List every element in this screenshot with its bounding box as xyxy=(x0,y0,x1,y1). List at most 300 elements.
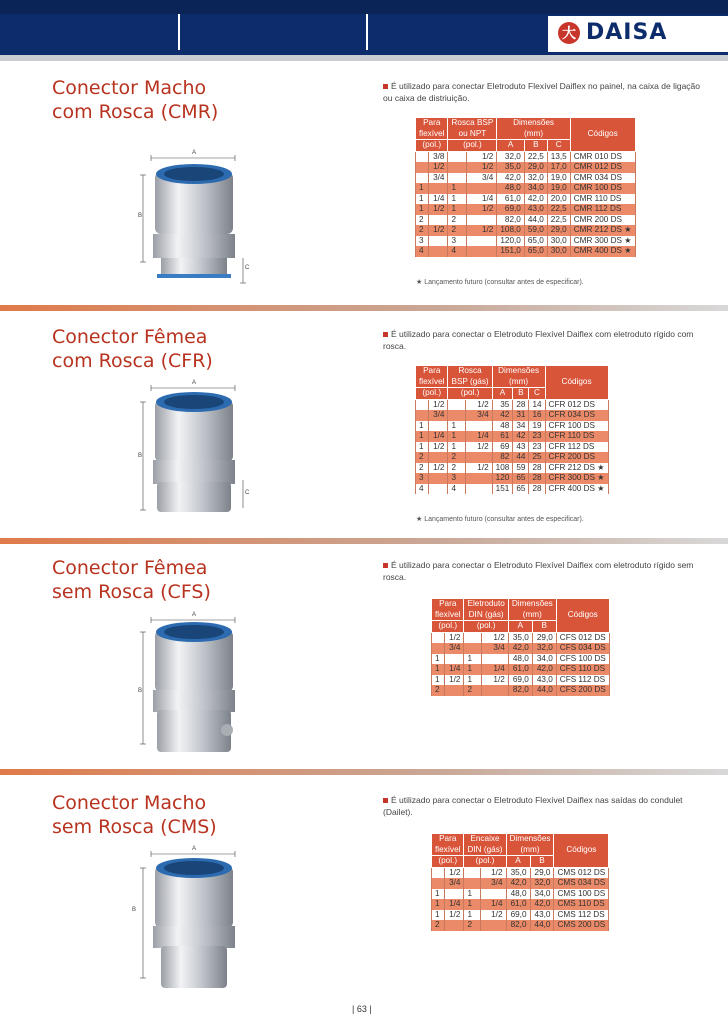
table-cell xyxy=(465,452,492,463)
table-cell xyxy=(465,484,492,495)
col-header-group: Dimensões (mm) xyxy=(506,834,554,856)
table-cell: 1 xyxy=(448,421,465,432)
table-cell: CMS 012 DS xyxy=(554,867,609,878)
table-cell xyxy=(428,236,448,247)
table-cell: 3 xyxy=(448,236,467,247)
table-cell: 2 xyxy=(448,463,465,474)
table-cell: 3 xyxy=(448,473,465,484)
table-cell: 3 xyxy=(416,473,429,484)
table-cell: 34 xyxy=(513,421,529,432)
table-cell: 22,5 xyxy=(547,204,570,215)
table-cell: CMS 034 DS xyxy=(554,878,609,889)
table-cell: 35,0 xyxy=(506,867,530,878)
table-cell: CFR 012 DS xyxy=(545,399,608,410)
table-cell: CFR 034 DS xyxy=(545,410,608,421)
table-row xyxy=(432,878,609,889)
table-cell: 3/4 xyxy=(428,410,448,421)
dim-label: B xyxy=(138,688,143,694)
table-cell: 1/2 xyxy=(428,204,448,215)
table-cell: 1 xyxy=(416,431,429,442)
dim-label: A xyxy=(192,846,197,852)
logo-mark-icon: 大 xyxy=(558,22,580,44)
col-header: Eletroduto DIN (gás) xyxy=(464,599,508,621)
table-cell xyxy=(448,173,467,184)
table-cell: 23 xyxy=(529,442,545,453)
table-cell: 1/2 xyxy=(480,910,506,921)
table-cell xyxy=(432,878,445,889)
col-header-group: Dimensões (mm) xyxy=(497,118,570,140)
table-cell: 1/2 xyxy=(428,399,448,410)
table-cell: 35,0 xyxy=(508,632,532,643)
table-cell: 1/2 xyxy=(428,162,448,173)
col-header: Para flexível xyxy=(432,834,464,856)
table-cell xyxy=(448,162,467,173)
table-row xyxy=(432,899,609,910)
table-cell: 3/4 xyxy=(481,643,508,654)
table-cell xyxy=(432,632,445,643)
header-gray-divider xyxy=(0,55,728,61)
table-row xyxy=(432,920,609,931)
title-line: Conector Macho xyxy=(52,77,207,99)
cms-connector-image xyxy=(135,846,255,994)
table-cell: 2 xyxy=(448,215,467,226)
table-cell xyxy=(416,410,429,421)
dim-label: B xyxy=(138,213,143,219)
table-row xyxy=(416,484,609,495)
table-cell: 32,0 xyxy=(524,173,547,184)
table-cell: 61,0 xyxy=(508,664,532,675)
table-cell: 34,0 xyxy=(524,183,547,194)
footnote: ★ Lançamento futuro (consultar antes de especificar). xyxy=(416,279,584,286)
table-cell: 1 xyxy=(464,899,480,910)
cfs-connector-image xyxy=(135,612,255,757)
title-line: com Rosca (CMR) xyxy=(52,101,219,123)
table-cell: 48,0 xyxy=(508,654,532,665)
col-header-unit: (pol.) xyxy=(448,140,497,152)
table-cell xyxy=(428,183,448,194)
table-cell: CMR 112 DS xyxy=(570,204,635,215)
table-cell: 1 xyxy=(416,194,429,205)
spec-table xyxy=(415,365,609,494)
table-row xyxy=(416,473,609,484)
table-cell xyxy=(428,421,448,432)
table-cell: 32,0 xyxy=(530,878,554,889)
table-cell: 1/4 xyxy=(481,664,508,675)
table-cell: 1 xyxy=(448,183,467,194)
table-row xyxy=(416,183,636,194)
table-cell: 120 xyxy=(492,473,513,484)
table-cell: 42,0 xyxy=(508,643,532,654)
table-cell xyxy=(444,920,464,931)
table-cell xyxy=(444,685,464,696)
col-header: Para flexível xyxy=(432,599,464,621)
table-cell xyxy=(480,889,506,900)
table-cell: 1/4 xyxy=(465,431,492,442)
table-cell: 28 xyxy=(529,463,545,474)
table-cell: 29,0 xyxy=(530,867,554,878)
table-cell: 1 xyxy=(464,675,481,686)
table-cell: 35,0 xyxy=(497,162,525,173)
table-cell: 82,0 xyxy=(508,685,532,696)
table-cell: 82,0 xyxy=(506,920,530,931)
table-cell: 3/8 xyxy=(428,151,448,162)
table-row xyxy=(432,675,610,686)
table-cell: 61,0 xyxy=(497,194,525,205)
dim-label: B xyxy=(138,453,143,459)
dim-label: C xyxy=(245,265,250,271)
table-cell: 3/4 xyxy=(465,410,492,421)
table-cell: 1/2 xyxy=(444,867,464,878)
table-cell: 31 xyxy=(513,410,529,421)
table-cell xyxy=(444,889,464,900)
table-row xyxy=(416,452,609,463)
title-line: Conector Fêmea xyxy=(52,326,208,348)
table-row xyxy=(432,867,609,878)
table-cell: CMR 110 DS xyxy=(570,194,635,205)
table-cell: CMR 100 DS xyxy=(570,183,635,194)
table-row xyxy=(416,173,636,184)
table-cell: CFR 200 DS xyxy=(545,452,608,463)
col-header-unit: (pol.) xyxy=(448,388,492,400)
table-cell: 1/2 xyxy=(465,442,492,453)
description-text: É utilizado para conectar o Eletroduto Flexível Daiflex com eletroduto rígido sem rosca. xyxy=(383,560,694,582)
table-cell: 1/2 xyxy=(467,162,497,173)
col-header: A xyxy=(492,388,513,400)
header-cell-1 xyxy=(0,14,180,50)
table-cell: 1 xyxy=(432,899,445,910)
table-cell: CFS 112 DS xyxy=(556,675,609,686)
table-cell xyxy=(464,878,480,889)
table-row xyxy=(416,236,636,247)
table-cell: 48,0 xyxy=(506,889,530,900)
table-cell: 29,0 xyxy=(547,225,570,236)
table-cell xyxy=(416,399,429,410)
col-header: Códigos xyxy=(570,118,635,152)
col-header: Códigos xyxy=(545,366,608,400)
table-cell: 69,0 xyxy=(508,675,532,686)
footnote: ★ Lançamento futuro (consultar antes de especificar). xyxy=(416,516,584,523)
table-cell xyxy=(465,473,492,484)
title-line: Conector Macho xyxy=(52,792,207,814)
table-row xyxy=(432,685,610,696)
bullet-square-icon xyxy=(383,563,388,568)
table-cell: 65 xyxy=(513,473,529,484)
header-cell-2 xyxy=(182,14,368,50)
spec-table xyxy=(415,117,636,257)
table-cell: 59 xyxy=(513,463,529,474)
table-cell: 28 xyxy=(513,399,529,410)
table-row xyxy=(416,246,636,257)
bullet-square-icon xyxy=(383,798,388,803)
table-cell: 1 xyxy=(432,675,445,686)
table-row xyxy=(416,204,636,215)
table-cell: 43,0 xyxy=(530,910,554,921)
table-cell: 48,0 xyxy=(497,183,525,194)
table-cell xyxy=(467,236,497,247)
table-cell xyxy=(428,215,448,226)
table-cell: 2 xyxy=(432,685,445,696)
table-cell: CMS 110 DS xyxy=(554,899,609,910)
table-cell: 1/2 xyxy=(467,225,497,236)
table-cell: 1 xyxy=(432,664,445,675)
table-row xyxy=(416,162,636,173)
col-header: Códigos xyxy=(556,599,609,633)
col-header-group: Dimensões (mm) xyxy=(508,599,556,621)
cmr-connector-image xyxy=(135,150,255,290)
table-cell: 1/2 xyxy=(467,151,497,162)
col-header: B xyxy=(530,856,554,868)
description-text: É utilizado para conectar o Eletroduto Flexível Daiflex nas saídas do condulet (Dailet). xyxy=(383,795,683,817)
table-row xyxy=(416,442,609,453)
table-cell: 108,0 xyxy=(497,225,525,236)
table-cell: 32,0 xyxy=(532,643,556,654)
table-cell: CFS 100 DS xyxy=(556,654,609,665)
table-cell: CFR 400 DS ★ xyxy=(545,484,608,495)
table-cell: 1 xyxy=(448,204,467,215)
table-cell: 1/4 xyxy=(428,431,448,442)
table-cell: 1 xyxy=(448,431,465,442)
description xyxy=(383,328,703,352)
section-divider xyxy=(0,305,728,311)
table-cell: 32,0 xyxy=(497,151,525,162)
col-header: Códigos xyxy=(554,834,609,868)
table-row xyxy=(432,632,610,643)
table-cell: 42,0 xyxy=(532,664,556,675)
table-row xyxy=(432,654,610,665)
col-header: A xyxy=(497,140,525,152)
table-cell: 1/2 xyxy=(444,632,464,643)
section-title xyxy=(52,556,211,604)
table-cell: 42,0 xyxy=(530,899,554,910)
dim-label: A xyxy=(192,150,197,156)
section-divider xyxy=(0,538,728,544)
table-cell: 42,0 xyxy=(497,173,525,184)
table-cell: 2 xyxy=(416,452,429,463)
table-cell: CFR 100 DS xyxy=(545,421,608,432)
table-cell: 19 xyxy=(529,421,545,432)
table-cell xyxy=(464,632,481,643)
table-cell: 1 xyxy=(448,194,467,205)
table-cell: 34,0 xyxy=(532,654,556,665)
table-row xyxy=(416,431,609,442)
table-cell: 44,0 xyxy=(532,685,556,696)
table-cell xyxy=(464,643,481,654)
table-cell xyxy=(467,215,497,226)
daisa-logo xyxy=(548,16,728,52)
col-header-unit: (pol.) xyxy=(432,856,464,868)
table-cell: 30,0 xyxy=(547,246,570,257)
table-cell: 1 xyxy=(416,183,429,194)
table-cell: 3/4 xyxy=(444,643,464,654)
table-cell xyxy=(480,920,506,931)
dim-label: A xyxy=(192,612,197,618)
description-text: É utilizado para conectar o Eletroduto Flexível Daiflex com eletroduto rígido com rosca. xyxy=(383,329,694,351)
col-header: Encaixe DIN (gás) xyxy=(464,834,506,856)
col-header: B xyxy=(524,140,547,152)
table-cell: 2 xyxy=(448,452,465,463)
table-cell: 3/4 xyxy=(428,173,448,184)
title-line: sem Rosca (CMS) xyxy=(52,816,217,838)
table-row xyxy=(416,215,636,226)
title-line: sem Rosca (CFS) xyxy=(52,581,211,603)
table-cell: 42,0 xyxy=(524,194,547,205)
table-row xyxy=(416,194,636,205)
table-cell: 1/4 xyxy=(444,664,464,675)
description xyxy=(383,80,703,104)
table-cell: 28 xyxy=(529,484,545,495)
table-cell: 1/2 xyxy=(428,463,448,474)
table-cell: 69,0 xyxy=(506,910,530,921)
table-cell xyxy=(432,867,445,878)
table-cell: 19,0 xyxy=(547,173,570,184)
table-cell: 2 xyxy=(416,215,429,226)
table-cell: 120,0 xyxy=(497,236,525,247)
table-cell: 69 xyxy=(492,442,513,453)
description xyxy=(383,794,703,818)
table-cell: 1/4 xyxy=(467,194,497,205)
table-row xyxy=(416,463,609,474)
description xyxy=(383,559,703,583)
table-cell: CFS 200 DS xyxy=(556,685,609,696)
table-cell: 34,0 xyxy=(530,889,554,900)
table-cell: 48 xyxy=(492,421,513,432)
table-cell: 1/2 xyxy=(467,204,497,215)
top-header-bar xyxy=(0,0,728,55)
table-cell: CMR 212 DS ★ xyxy=(570,225,635,236)
table-cell: 2 xyxy=(448,225,467,236)
table-cell: 1/2 xyxy=(444,675,464,686)
table-cell xyxy=(467,183,497,194)
table-cell: 43,0 xyxy=(524,204,547,215)
table-cell: 2 xyxy=(416,225,429,236)
table-row xyxy=(416,410,609,421)
table-cell: CFR 112 DS xyxy=(545,442,608,453)
table-row xyxy=(432,643,610,654)
table-cell: 59,0 xyxy=(524,225,547,236)
table-cell: 4 xyxy=(416,246,429,257)
table-cell: 82 xyxy=(492,452,513,463)
table-cell: 42 xyxy=(513,431,529,442)
table-cell: 3 xyxy=(416,236,429,247)
table-cell: 3/4 xyxy=(480,878,506,889)
table-cell: 1 xyxy=(416,421,429,432)
table-cell: 44,0 xyxy=(524,215,547,226)
col-header-unit: (pol.) xyxy=(416,388,448,400)
dim-label: B xyxy=(132,907,137,913)
dim-label: A xyxy=(192,380,197,386)
table-cell: 13,5 xyxy=(547,151,570,162)
table-cell: 20,0 xyxy=(547,194,570,205)
table-cell xyxy=(467,246,497,257)
table-cell: 16 xyxy=(529,410,545,421)
col-header-unit: (pol.) xyxy=(464,856,506,868)
table-cell: 65,0 xyxy=(524,236,547,247)
table-cell: 151,0 xyxy=(497,246,525,257)
table-cell: 1/2 xyxy=(465,463,492,474)
table-cell: 19,0 xyxy=(547,183,570,194)
table-cell: 43,0 xyxy=(532,675,556,686)
page-number: | 63 | xyxy=(352,1004,372,1014)
dim-label: C xyxy=(245,490,250,496)
table-cell: 25 xyxy=(529,452,545,463)
table-cell: 43 xyxy=(513,442,529,453)
table-cell: 61,0 xyxy=(506,899,530,910)
bullet-square-icon xyxy=(383,84,388,89)
table-cell: 61 xyxy=(492,431,513,442)
table-cell: 22,5 xyxy=(524,151,547,162)
table-cell xyxy=(465,421,492,432)
table-cell: 17,0 xyxy=(547,162,570,173)
table-cell xyxy=(444,654,464,665)
table-cell: 1/4 xyxy=(480,899,506,910)
table-row xyxy=(432,910,609,921)
table-row xyxy=(416,399,609,410)
table-cell: 29,0 xyxy=(524,162,547,173)
title-line: com Rosca (CFR) xyxy=(52,350,213,372)
table-cell xyxy=(432,643,445,654)
title-line: Conector Fêmea xyxy=(52,557,208,579)
bullet-square-icon xyxy=(383,332,388,337)
table-cell: CFS 034 DS xyxy=(556,643,609,654)
table-cell: 1/2 xyxy=(444,910,464,921)
table-cell: 1/4 xyxy=(444,899,464,910)
table-cell: 1 xyxy=(464,664,481,675)
table-cell xyxy=(428,484,448,495)
table-cell: 44 xyxy=(513,452,529,463)
table-cell: 30,0 xyxy=(547,236,570,247)
table-cell: CMR 010 DS xyxy=(570,151,635,162)
table-cell: 28 xyxy=(529,473,545,484)
table-cell: CFR 300 DS ★ xyxy=(545,473,608,484)
cfr-connector-image xyxy=(135,380,255,520)
table-cell: 1 xyxy=(464,889,480,900)
table-cell: CFR 212 DS ★ xyxy=(545,463,608,474)
col-header: C xyxy=(529,388,545,400)
table-cell: 1 xyxy=(432,889,445,900)
table-cell: CFS 110 DS xyxy=(556,664,609,675)
table-cell: 42 xyxy=(492,410,513,421)
table-cell xyxy=(428,473,448,484)
section-title xyxy=(52,325,213,373)
table-cell: 1 xyxy=(464,910,480,921)
col-header: B xyxy=(513,388,529,400)
table-cell: 1/2 xyxy=(481,632,508,643)
table-cell: 29,0 xyxy=(532,632,556,643)
table-cell: 2 xyxy=(464,920,480,931)
table-cell: CMR 012 DS xyxy=(570,162,635,173)
col-header: C xyxy=(547,140,570,152)
table-cell: CMR 200 DS xyxy=(570,215,635,226)
table-cell: 108 xyxy=(492,463,513,474)
table-cell: CMS 200 DS xyxy=(554,920,609,931)
table-cell xyxy=(416,162,429,173)
table-cell: 1 xyxy=(432,910,445,921)
table-row xyxy=(432,664,610,675)
table-cell: CMS 100 DS xyxy=(554,889,609,900)
table-cell: 65,0 xyxy=(524,246,547,257)
table-cell: 151 xyxy=(492,484,513,495)
section-title xyxy=(52,791,217,839)
table-cell: 35 xyxy=(492,399,513,410)
logo-text: DAISA xyxy=(586,20,668,45)
table-cell xyxy=(481,685,508,696)
table-cell: CFS 012 DS xyxy=(556,632,609,643)
spec-table xyxy=(431,598,610,696)
table-cell: 2 xyxy=(464,685,481,696)
table-cell: 4 xyxy=(448,246,467,257)
description-text: É utilizado para conectar Eletroduto Flexível Daiflex no painel, na caixa de ligação ou caixa de distriuição. xyxy=(383,81,701,103)
col-header-unit: (pol.) xyxy=(432,621,464,633)
